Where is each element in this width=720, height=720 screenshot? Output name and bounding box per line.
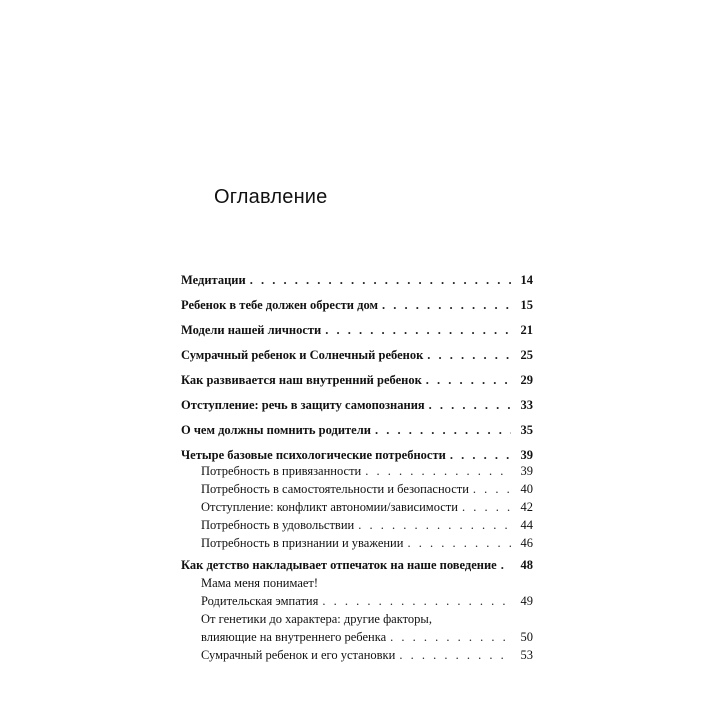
toc-page-number: 25	[520, 348, 533, 362]
toc-entry-text: Потребность в удовольствии	[201, 518, 355, 532]
toc-entry	[181, 348, 533, 363]
toc-entry	[181, 398, 533, 413]
toc-entry-text: Модели нашей личности	[181, 323, 322, 337]
toc-page-number: 46	[520, 536, 533, 550]
toc-subentry	[201, 536, 533, 551]
toc-entry-text: Потребность в самостоятельности и безопасности	[201, 482, 469, 496]
toc-page-number: 50	[520, 630, 533, 644]
toc-page-number: 53	[520, 648, 533, 662]
toc-entry-text: О чем должны помнить родители	[181, 423, 371, 437]
toc-page-number: 33	[520, 398, 533, 412]
toc-entry-text: Четыре базовые психологические потребности	[181, 448, 446, 462]
toc-entry	[181, 558, 533, 573]
toc-leader-dots	[429, 398, 511, 413]
toc-entry	[181, 423, 533, 438]
toc-page-number: 42	[520, 500, 533, 514]
toc-leader-dots	[390, 630, 511, 645]
toc-page-number: 15	[520, 298, 533, 312]
toc-subentry	[201, 630, 533, 645]
toc-leader-dots	[365, 464, 511, 479]
toc-page-number: 14	[520, 273, 533, 287]
toc-entry-text: Ребенок в тебе должен обрести дом	[181, 298, 378, 312]
toc-entry	[181, 448, 533, 463]
toc-leader-dots	[426, 373, 511, 388]
toc-leader-dots	[450, 448, 511, 463]
toc-subentry	[201, 500, 533, 515]
toc-leader-dots	[375, 423, 511, 438]
toc-entry-text: Потребность в признании и уважении	[201, 536, 404, 550]
toc-page-number: 21	[520, 323, 533, 337]
toc-title: Оглавление	[214, 186, 328, 208]
toc-subentry	[201, 594, 533, 609]
toc-entry-text: Как развивается наш внутренний ребенок	[181, 373, 422, 387]
toc-subentry	[201, 464, 533, 479]
toc-entry	[181, 373, 533, 388]
toc-entry-text: Мама меня понимает!	[201, 576, 319, 590]
toc-page-number: 29	[520, 373, 533, 387]
toc-entry-text: Родительская эмпатия	[201, 594, 319, 608]
toc-entry	[181, 323, 533, 338]
toc-page-number: 39	[520, 448, 533, 462]
toc-leader-dots	[462, 500, 511, 515]
toc-entry	[181, 298, 533, 313]
toc-entry-text: От генетики до характера: другие факторы,	[201, 612, 432, 626]
toc-subentry	[201, 518, 533, 533]
toc-entry-text: влияющие на внутреннего ребенка	[201, 630, 387, 644]
toc-entry-text: Сумрачный ребенок и Солнечный ребенок	[181, 348, 424, 362]
toc-entry-text: Отступление: речь в защиту самопознания	[181, 398, 425, 412]
toc-leader-dots	[427, 348, 511, 363]
toc-entry-text: Как детство накладывает отпечаток на наше поведение	[181, 558, 497, 572]
toc-page-number: 40	[520, 482, 533, 496]
toc-subentry	[201, 612, 533, 627]
toc-page-number: 44	[520, 518, 533, 532]
toc-entry-text: Медитации	[181, 273, 246, 287]
toc-page-number: 39	[520, 464, 533, 478]
toc-leader-dots	[358, 518, 511, 533]
toc-subentry	[201, 576, 533, 591]
toc-page-number: 48	[520, 558, 533, 572]
toc-subentry	[201, 482, 533, 497]
toc-leader-dots	[322, 594, 511, 609]
toc-subentry	[201, 648, 533, 663]
toc-entry	[181, 273, 533, 288]
toc-page-number: 35	[520, 423, 533, 437]
toc-page-number: 49	[520, 594, 533, 608]
toc-entry-text: Отступление: конфликт автономии/зависимости	[201, 500, 458, 514]
toc-leader-dots	[501, 558, 511, 573]
toc-entry-text: Потребность в привязанности	[201, 464, 362, 478]
toc-leader-dots	[325, 323, 511, 338]
toc-leader-dots	[407, 536, 511, 551]
toc-leader-dots	[382, 298, 511, 313]
toc-leader-dots	[250, 273, 511, 288]
toc-entry-text: Сумрачный ребенок и его установки	[201, 648, 396, 662]
toc-leader-dots	[473, 482, 511, 497]
toc-leader-dots	[399, 648, 511, 663]
